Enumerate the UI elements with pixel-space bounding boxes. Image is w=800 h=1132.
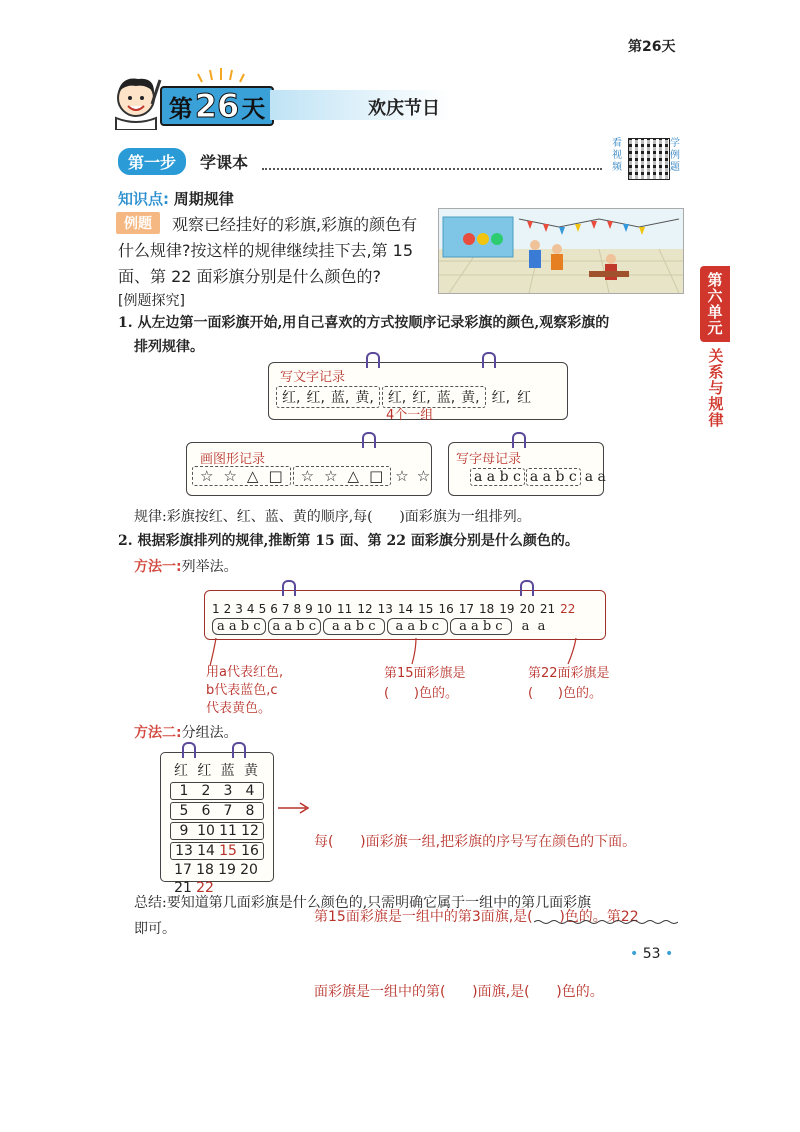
flag-number: 16 [438, 602, 454, 616]
hook-icon [282, 580, 296, 596]
flag-number: 22 [560, 602, 576, 616]
text-record-group-1: 红, 红, 蓝, 黄, [276, 386, 380, 408]
step-badge: 第一步 [118, 148, 186, 175]
grid-row: 17 18 19 20 [174, 862, 258, 878]
grid-row: 1 2 3 4 [170, 782, 264, 800]
grid-header: 红 红 蓝 黄 [174, 763, 258, 779]
flag-number: 2 [223, 602, 232, 616]
grid-row: 9 10 11 12 [170, 822, 264, 840]
method-1-letter-row [212, 618, 545, 635]
grid-row: 21 22 [174, 880, 214, 896]
explore-label: [例题探究] [118, 293, 185, 309]
step-label: 学课本 [200, 153, 249, 172]
rule-line: 规律:彩旗按红、红、蓝、黄的顺序,每( )面彩旗为一组排列。 [134, 509, 531, 525]
example-line-2: 什么规律?按这样的规律继续挂下去,第 15 [118, 241, 414, 260]
hook-icon [512, 432, 526, 448]
flag-number: 7 [281, 602, 290, 616]
flag-number: 9 [305, 602, 313, 616]
flag-number: 20 [519, 602, 535, 616]
summary-line-2: 即可。 [134, 921, 176, 937]
flag-number: 8 [293, 602, 302, 616]
hook-icon [232, 742, 246, 758]
flag-number: 14 [397, 602, 414, 616]
flag-number: 10 [316, 602, 333, 616]
page-title: 欢庆节日 [368, 98, 440, 119]
letter-record-group-2: a a b c [526, 468, 581, 486]
shape-record-title: 画图形记录 [200, 452, 266, 467]
letter-group-4: a a b c [387, 618, 449, 635]
letter-group-2: a a b c [268, 618, 322, 635]
flag-number: 19 [499, 602, 515, 616]
corner-day-label: 第26天 [628, 39, 676, 55]
sun-rays-icon [196, 66, 246, 84]
hook-icon [366, 352, 380, 368]
qr-label-left: 看视频 [612, 138, 622, 173]
flag-number: 5 [258, 602, 267, 616]
grid-row: 13 14 15 16 [170, 842, 264, 860]
flag-number: 15 [418, 602, 434, 616]
method-1-note-a: 用a代表红色, b代表蓝色,c 代表黄色。 [206, 665, 284, 716]
qr-label-right: 学例题 [670, 138, 680, 173]
page-number: • 53 • [630, 946, 674, 962]
flag-number: 11 [337, 602, 353, 616]
summary-line-1: 总结:要知道第几面彩旗是什么颜色的,只需明确它属于一组中的第几面彩旗 [134, 895, 592, 911]
letter-group-3: a a b c [323, 618, 385, 635]
festival-illustration [438, 208, 684, 294]
summary-wavy-underline [534, 910, 678, 916]
method-1-number-row [212, 602, 580, 616]
method-1-note-b: 第15面彩旗是 ( )色的。 [384, 666, 466, 701]
shape-record-group-2: ☆ ☆ △ □ [293, 466, 392, 486]
flag-number: 6 [270, 602, 278, 616]
shape-record-row: ☆ ☆ △ □ ☆ ☆ △ □ ☆ ☆ [192, 466, 434, 486]
hook-icon [362, 432, 376, 448]
method-1-note-c: 第22面彩旗是 ( )色的。 [528, 666, 610, 701]
qr-code-icon [628, 138, 670, 180]
question-2: 2. 根据彩旗排列的规律,推断第 15 面、第 22 面彩旗分别是什么颜色的。 [118, 533, 579, 549]
method-2-grid [170, 760, 264, 898]
grid-row: 5 6 7 8 [170, 802, 264, 820]
day-banner: 第 26 天 [160, 86, 274, 126]
example-line-1: 观察已经挂好的彩旗,彩旗的颜色有 [172, 215, 418, 234]
letter-record-tail: a a [584, 469, 606, 485]
example-line-3: 面、第 22 面彩旗分别是什么颜色的? [118, 267, 382, 286]
letter-group-1: a a b c [212, 618, 266, 635]
letter-group-5: a a b c [450, 618, 512, 635]
flag-number: 4 [246, 602, 255, 616]
question-1-line-2: 排列规律。 [134, 339, 204, 355]
method-2-heading: 方法二:分组法。 [134, 725, 238, 741]
flag-number: 18 [479, 602, 495, 616]
text-record-row: 红, 红, 蓝, 黄, 红, 红, 蓝, 黄, 红, 红 [276, 386, 534, 408]
hook-icon [182, 742, 196, 758]
flag-number: 17 [458, 602, 475, 616]
arrow-right-icon [278, 800, 312, 814]
example-tag: 例题 [116, 212, 160, 234]
hook-icon [520, 580, 534, 596]
letter-record-group-1: a a b c [470, 468, 525, 486]
letter-record-row [470, 468, 606, 486]
side-tab-unit: 第六单元 [700, 266, 730, 342]
flag-number: 1 [212, 602, 220, 616]
knowledge-point: 知识点: 周期规律 [118, 190, 234, 208]
flag-number: 12 [357, 602, 373, 616]
text-record-title: 写文字记录 [280, 370, 346, 385]
method-2-explanation: 每( )面彩旗一组,把彩旗的序号写在颜色的下面。 第15面彩旗是一组中的第3面旗,是( )色的。第22 面彩旗是一组中的第( )面旗,是( )色的。 [314, 834, 639, 1000]
side-tab-topic: 关系与规律 [706, 348, 725, 428]
question-1-line-1: 1. 从左边第一面彩旗开始,用自己喜欢的方式按顺序记录彩旗的颜色,观察彩旗的 [118, 315, 610, 331]
mascot-icon [110, 74, 164, 130]
flag-number: 13 [377, 602, 393, 616]
method-1-heading: 方法一:列举法。 [134, 559, 238, 575]
hook-icon [482, 352, 496, 368]
step-underline [262, 168, 602, 170]
text-record-group-2: 红, 红, 蓝, 黄, [382, 386, 486, 408]
letter-tail: a a [521, 619, 546, 634]
flag-number: 3 [235, 602, 243, 616]
shape-record-group-1: ☆ ☆ △ □ [192, 466, 291, 486]
flag-number: 21 [539, 602, 556, 616]
text-record-note: 4个一组 [386, 408, 434, 423]
letter-record-title: 写字母记录 [456, 452, 522, 467]
